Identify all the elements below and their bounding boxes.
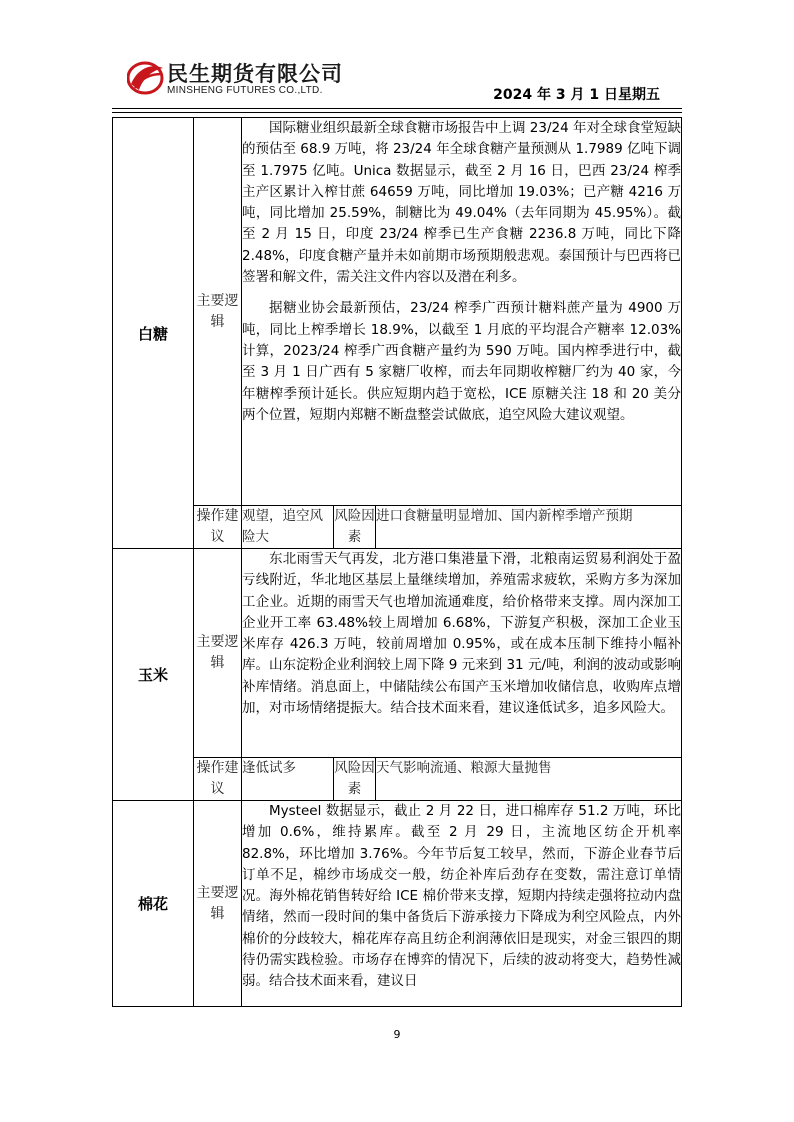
table-row (113, 758, 682, 801)
brand-name-en: MINSHENG FUTURES CO.,LTD. (167, 85, 323, 96)
company-logo (127, 58, 367, 102)
page-number: 9 (393, 1028, 401, 1041)
paragraph: Mysteel 数据显示，截止 2 月 22 日，进口棉库存 51.2 万吨，环比增加 0.6%，维持累库。截至 2 月 29 日，主流地区纺企开机率 82.8%，环比增加 3.76%。今年节后复工较早，然而，下游企业春节后订单不足，棉纱市场成交一般，纺企补库后劲存在变数，需注意订单情况。海外棉花销售转好给 ICE 棉价带来支撑，短期内持续走强将拉动内盘情绪，然而一段时间的集中备货后下游承接力下降成为利空风险点，内外棉价的分歧较大，棉花库存高且纺企利润薄依旧是现实，对金三银四的期待仍需实践检验。市场存在博弈的情况下，后续的波动将变大，趋势性减弱。结合技术面来看，建议日 (242, 803, 681, 990)
logic-text (242, 801, 682, 1007)
logic-label: 主要逻辑 (194, 801, 242, 1007)
commodity-name: 棉花 (113, 801, 194, 1007)
paragraph: 国际糖业组织最新全球食糖市场报告中上调 23/24 年对全球食堂短缺的预估至 68.9 万吨，将 23/24 年全球食糖产量预测从 1.7989 亿吨下调至 1.7975 亿吨。Unica 数据显示，截至 2 月 16 日，巴西 23/24 榨季主产区累计入榨甘蔗 64659 万吨，同比增加 19.03%；已产糖 4216 万吨，同比增加 25.59%，制糖比为 49.04%（去年同期为 45.95%）。截至 2 月 15 日，印度 23/24 榨季已生产食糖 2236.8 万吨，同比下降 2.48%，印度食糖产量并未如前期市场预期般悲观。泰国预计与巴西将已签署和解文件，需关注文件内容以及潜在利多。 (242, 120, 681, 286)
table-row (113, 801, 682, 1007)
header-rule-top (112, 108, 682, 109)
operation-label: 操作建议 (194, 506, 242, 549)
logic-text (242, 549, 682, 758)
risk-label: 风险因素 (334, 758, 376, 801)
logic-label: 主要逻辑 (194, 549, 242, 758)
operation-advice: 观望，追空风险大 (242, 506, 334, 549)
risk-factors: 进口食糖量明显增加、国内新榨季增产预期 (376, 506, 682, 549)
operation-advice: 逢低试多 (242, 758, 334, 801)
report-date: 2024 年 3 月 1 日星期五 (493, 87, 660, 103)
paragraph: 据糖业协会最新预估，23/24 榨季广西预计糖料蔗产量为 4900 万吨，同比上榨季增长 18.9%，以截至 1 月底的平均混合产糖率 12.03%计算，2023/24 榨季广西食糖产量约为 590 万吨。国内榨季进行中，截至 3 月 1 日广西有 5 家糖厂收榨，而去年同期收榨糖厂约为 40 家，今年糖榨季预计延长。供应短期内趋于宽松，ICE 原糖关注 18 和 20 美分两个位置，短期内郑糖不断盘整尝试做底，追空风险大建议观望。 (242, 300, 681, 423)
header-rule-bottom (112, 112, 682, 113)
risk-factors: 天气影响流通、粮源大量抛售 (376, 758, 682, 801)
paragraph: 东北雨雪天气再发，北方港口集港量下滑，北粮南运贸易利润处于盈亏线附近，华北地区基层上量继续增加，养殖需求疲软，采购方多为深加工企业。近期的雨雪天气也增加流通难度，给价格带来支撑。周内深加工企业开工率 63.48%较上周增加 6.68%，下游复产积极，深加工企业玉米库存 426.3 万吨，较前周增加 0.95%，或在成本压制下维持小幅补库。山东淀粉企业利润较上周下降 9 元来到 31 元/吨，利润的波动或影响补库情绪。消息面上，中储陆续公布国产玉米增加收储信息，收购库点增加，对市场情绪提振大。结合技术面来看，建议逢低试多，追多风险大。 (242, 551, 681, 717)
commodity-analysis-table (112, 117, 682, 1007)
logic-text (242, 118, 682, 506)
table-row (113, 506, 682, 549)
operation-label: 操作建议 (194, 758, 242, 801)
page-header (0, 0, 794, 110)
commodity-name: 白糖 (113, 118, 194, 549)
logic-label: 主要逻辑 (194, 118, 242, 506)
logo-emblem-icon (127, 58, 165, 98)
table-row (113, 118, 682, 506)
brand-name-cn: 民生期货有限公司 (167, 62, 343, 86)
risk-label: 风险因素 (334, 506, 376, 549)
commodity-name: 玉米 (113, 549, 194, 801)
table-row (113, 549, 682, 758)
